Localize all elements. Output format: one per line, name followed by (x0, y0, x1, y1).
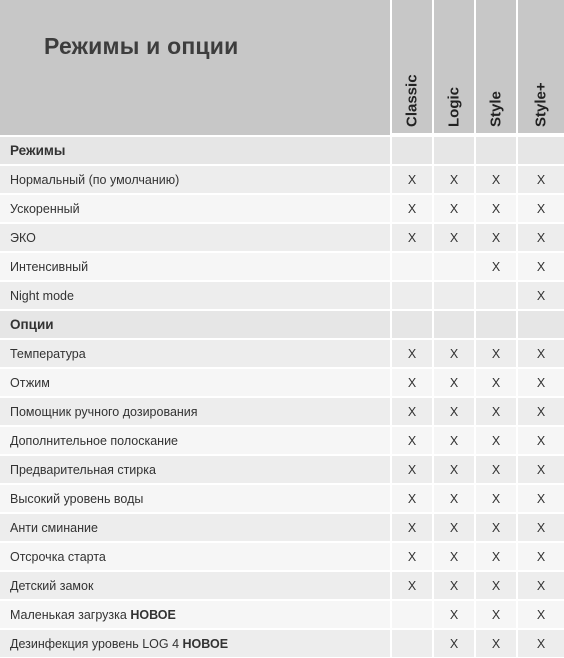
feature-label (0, 280, 392, 309)
availability-cell: X (476, 599, 518, 628)
table-row (0, 570, 564, 599)
availability-cell (476, 309, 518, 338)
table-row (0, 512, 564, 541)
availability-cell: X (434, 541, 476, 570)
availability-cell: X (518, 280, 564, 309)
model-name: Logic (445, 87, 463, 127)
feature-label (0, 193, 392, 222)
availability-cell: X (434, 367, 476, 396)
availability-cell: X (392, 512, 434, 541)
section-label (0, 135, 392, 164)
availability-cell: X (434, 483, 476, 512)
model-name: Style (487, 91, 505, 127)
availability-cell (518, 309, 564, 338)
availability-cell: X (476, 425, 518, 454)
availability-cell: X (392, 541, 434, 570)
feature-name: Помощник ручного дозирования (10, 404, 198, 419)
table-row (0, 280, 564, 309)
feature-name: Анти сминание (10, 520, 98, 535)
table-row (0, 164, 564, 193)
feature-label (0, 628, 392, 657)
table-row (0, 222, 564, 251)
availability-cell: X (434, 396, 476, 425)
model-name: Style+ (532, 82, 550, 127)
availability-cell (476, 280, 518, 309)
new-badge: НОВОЕ (130, 607, 176, 622)
feature-name: Интенсивный (10, 259, 89, 274)
table-row (0, 599, 564, 628)
feature-name: Нормальный (по умолчанию) (10, 172, 180, 187)
availability-cell: X (434, 512, 476, 541)
feature-label (0, 251, 392, 280)
availability-cell: X (476, 512, 518, 541)
availability-cell: X (392, 367, 434, 396)
table-row (0, 193, 564, 222)
table-row (0, 628, 564, 657)
availability-cell (434, 309, 476, 338)
feature-label (0, 338, 392, 367)
availability-cell (392, 628, 434, 657)
table-row (0, 454, 564, 483)
availability-cell: X (476, 570, 518, 599)
availability-cell: X (518, 628, 564, 657)
availability-cell: X (476, 164, 518, 193)
availability-cell: X (476, 193, 518, 222)
availability-cell: X (434, 628, 476, 657)
availability-cell: X (518, 222, 564, 251)
feature-label (0, 367, 392, 396)
feature-name: Маленькая загрузка (10, 607, 127, 622)
availability-cell: X (392, 222, 434, 251)
table-body (0, 135, 564, 657)
availability-cell (392, 599, 434, 628)
availability-cell (392, 251, 434, 280)
availability-cell (434, 280, 476, 309)
availability-cell: X (476, 251, 518, 280)
feature-label (0, 454, 392, 483)
availability-cell: X (476, 483, 518, 512)
new-badge: НОВОЕ (182, 636, 229, 651)
feature-name: Отсрочка старта (10, 549, 106, 564)
availability-cell: X (434, 570, 476, 599)
availability-cell: X (476, 338, 518, 367)
feature-label (0, 541, 392, 570)
availability-cell: X (476, 628, 518, 657)
availability-cell: X (518, 599, 564, 628)
model-header-style-plus (518, 0, 564, 135)
availability-cell: X (518, 425, 564, 454)
availability-cell: X (518, 338, 564, 367)
availability-cell: X (518, 483, 564, 512)
availability-cell: X (392, 454, 434, 483)
availability-cell: X (518, 541, 564, 570)
section-row (0, 135, 564, 164)
availability-cell (518, 135, 564, 164)
availability-cell (434, 251, 476, 280)
availability-cell: X (518, 454, 564, 483)
feature-name: Дополнительное полоскание (10, 433, 179, 448)
feature-label (0, 425, 392, 454)
availability-cell (392, 280, 434, 309)
feature-name: Детский замок (10, 578, 94, 593)
table-row (0, 425, 564, 454)
table-row (0, 541, 564, 570)
model-header-style (476, 0, 518, 135)
table-row (0, 251, 564, 280)
availability-cell (476, 135, 518, 164)
table-row (0, 338, 564, 367)
model-header-logic (434, 0, 476, 135)
feature-name: Температура (10, 346, 86, 361)
availability-cell: X (434, 425, 476, 454)
feature-name: Предварительная стирка (10, 462, 156, 477)
feature-label (0, 222, 392, 251)
availability-cell: X (518, 367, 564, 396)
availability-cell: X (392, 164, 434, 193)
feature-name: Дезинфекция уровень LOG 4 (10, 636, 180, 651)
availability-cell: X (392, 396, 434, 425)
feature-name: Режимы (10, 143, 66, 158)
section-row (0, 309, 564, 338)
availability-cell: X (434, 454, 476, 483)
feature-label (0, 164, 392, 193)
table-header-row (0, 0, 564, 135)
availability-cell: X (476, 367, 518, 396)
availability-cell: X (392, 425, 434, 454)
feature-name: Отжим (10, 375, 50, 390)
availability-cell: X (476, 541, 518, 570)
feature-label (0, 570, 392, 599)
availability-cell: X (434, 164, 476, 193)
availability-cell: X (518, 570, 564, 599)
feature-label (0, 483, 392, 512)
table-row (0, 367, 564, 396)
availability-cell (392, 309, 434, 338)
availability-cell: X (434, 193, 476, 222)
feature-name: ЭКО (10, 230, 36, 245)
feature-name: Высокий уровень воды (10, 491, 144, 506)
feature-label (0, 396, 392, 425)
availability-cell: X (476, 454, 518, 483)
model-header-classic (392, 0, 434, 135)
feature-name: Night mode (10, 288, 74, 303)
availability-cell: X (434, 599, 476, 628)
availability-cell: X (476, 396, 518, 425)
availability-cell: X (518, 164, 564, 193)
availability-cell: X (518, 396, 564, 425)
availability-cell: X (518, 251, 564, 280)
availability-cell: X (518, 512, 564, 541)
feature-label (0, 512, 392, 541)
availability-cell (434, 135, 476, 164)
availability-cell: X (434, 338, 476, 367)
model-name: Classic (403, 74, 421, 127)
feature-label (0, 599, 392, 628)
title-cell (0, 0, 392, 135)
availability-cell: X (476, 222, 518, 251)
availability-cell (392, 135, 434, 164)
page-title: Режимы и опции (44, 33, 239, 59)
table-row (0, 483, 564, 512)
feature-name: Ускоренный (10, 201, 80, 216)
availability-cell: X (518, 193, 564, 222)
availability-cell: X (392, 483, 434, 512)
availability-cell: X (434, 222, 476, 251)
availability-cell: X (392, 338, 434, 367)
availability-cell: X (392, 570, 434, 599)
availability-cell: X (392, 193, 434, 222)
table-row (0, 396, 564, 425)
section-label (0, 309, 392, 338)
feature-name: Опции (10, 317, 54, 332)
